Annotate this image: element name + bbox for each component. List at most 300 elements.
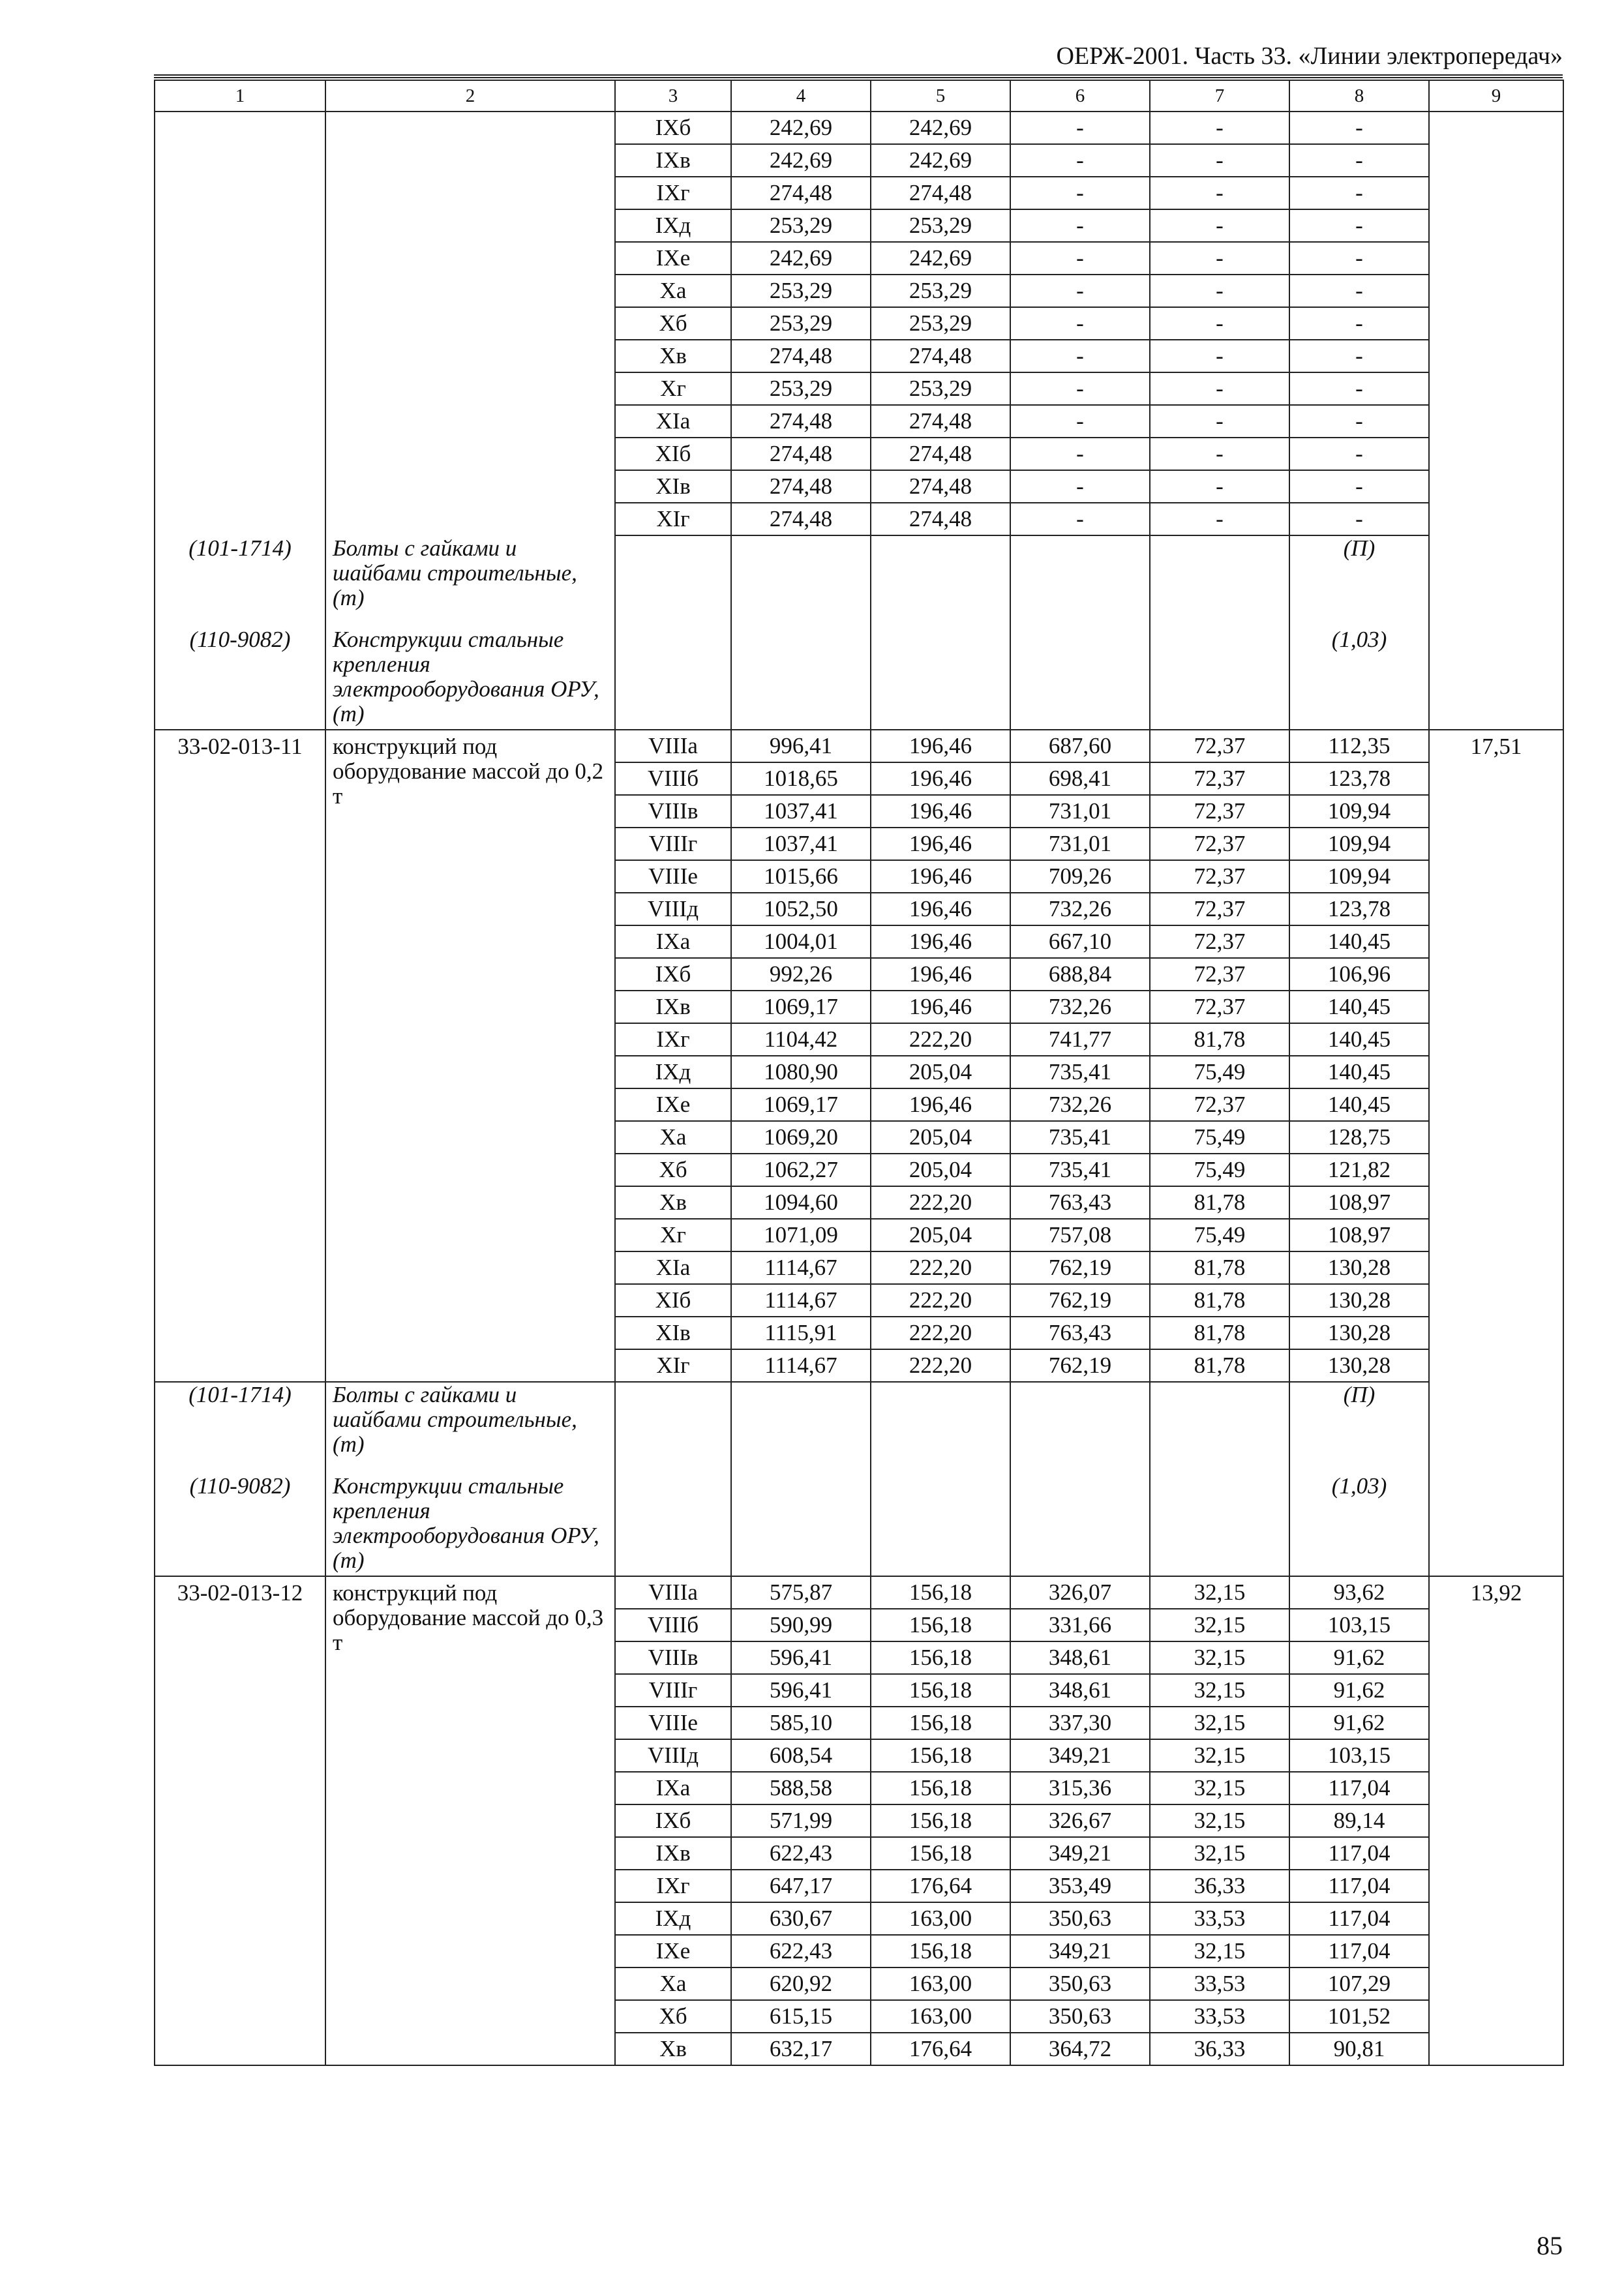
value-cell: - (1010, 405, 1150, 438)
value-cell: - (1150, 242, 1289, 275)
value-cell: 123,78 (1289, 762, 1429, 795)
value-cell: 32,15 (1150, 1641, 1289, 1674)
value-cell: 140,45 (1289, 1023, 1429, 1056)
row-index-cell: VIIIг (615, 1674, 731, 1707)
row-index-cell: Xв (615, 340, 731, 372)
material-code: (110-9082) (189, 627, 291, 652)
value-cell: 156,18 (871, 1576, 1010, 1609)
material-value: (П) (1343, 535, 1376, 561)
row-index-cell: VIIIд (615, 893, 731, 925)
value-cell: - (1150, 209, 1289, 242)
value-cell: 176,64 (871, 1870, 1010, 1902)
value-cell: 156,18 (871, 1609, 1010, 1641)
row-index-cell: IXе (615, 242, 731, 275)
row-index-cell: IXе (615, 1088, 731, 1121)
value-cell: 140,45 (1289, 1088, 1429, 1121)
value-cell: 274,48 (731, 438, 871, 470)
col9-cell (1429, 112, 1563, 730)
material-item (162, 1383, 318, 1474)
value-cell: 33,53 (1150, 1967, 1289, 2000)
material-name: Конструкции стальные крепления электрооборудования ОРУ, (т) (333, 627, 599, 726)
value-cell: 709,26 (1010, 860, 1150, 893)
column-number: 4 (731, 80, 871, 112)
value-cell: 735,41 (1010, 1121, 1150, 1154)
row-index-cell: VIIIб (615, 762, 731, 795)
value-cell: 274,48 (731, 503, 871, 535)
value-cell: 1015,66 (731, 860, 871, 893)
row-index-cell: IXг (615, 177, 731, 209)
col9-cell: 13,92 (1429, 1576, 1563, 2065)
value-cell: - (1150, 470, 1289, 503)
row-index-cell: Xа (615, 1967, 731, 2000)
material-name: Конструкции стальные крепления электрооборудования ОРУ, (т) (333, 1473, 599, 1573)
material-value-cell (1289, 1382, 1429, 1576)
value-cell: 140,45 (1289, 991, 1429, 1023)
value-cell: 222,20 (871, 1349, 1010, 1382)
value-cell: 32,15 (1150, 1837, 1289, 1870)
value-cell: 108,97 (1289, 1186, 1429, 1219)
value-cell: 196,46 (871, 893, 1010, 925)
material-value-cell (1289, 535, 1429, 730)
value-cell: 731,01 (1010, 795, 1150, 828)
row-index-cell: Xв (615, 2033, 731, 2065)
row-index-cell: VIIIа (615, 1576, 731, 1609)
row-index-cell: IXе (615, 1935, 731, 1967)
material-item (333, 1474, 608, 1576)
row-index-cell: IXв (615, 1837, 731, 1870)
value-cell: 647,17 (731, 1870, 871, 1902)
column-number-row (155, 80, 1563, 112)
material-value: (1,03) (1331, 1473, 1387, 1499)
value-cell: 108,97 (1289, 1219, 1429, 1251)
value-cell: 117,04 (1289, 1772, 1429, 1804)
row-index-cell: VIIIб (615, 1609, 731, 1641)
material-item (1297, 536, 1422, 627)
value-cell: 1114,67 (731, 1284, 871, 1317)
value-cell: 72,37 (1150, 991, 1289, 1023)
value-cell: 75,49 (1150, 1056, 1289, 1088)
col9-cell: 17,51 (1429, 730, 1563, 1576)
value-cell: 106,96 (1289, 958, 1429, 991)
value-cell: 763,43 (1010, 1317, 1150, 1349)
value-cell: 732,26 (1010, 1088, 1150, 1121)
empty-cell (1010, 1382, 1150, 1576)
value-cell: 615,15 (731, 2000, 871, 2033)
value-cell: 33,53 (1150, 2000, 1289, 2033)
row-index-cell: IXв (615, 144, 731, 177)
value-cell: 731,01 (1010, 828, 1150, 860)
value-cell: - (1289, 307, 1429, 340)
row-index-cell: IXг (615, 1870, 731, 1902)
value-cell: 196,46 (871, 762, 1010, 795)
value-cell: 140,45 (1289, 1056, 1429, 1088)
value-cell: 156,18 (871, 1641, 1010, 1674)
value-cell: 242,69 (731, 144, 871, 177)
value-cell: 1071,09 (731, 1219, 871, 1251)
value-cell: - (1289, 340, 1429, 372)
value-cell: 741,77 (1010, 1023, 1150, 1056)
value-cell: 331,66 (1010, 1609, 1150, 1641)
value-cell: 103,15 (1289, 1739, 1429, 1772)
value-cell: 75,49 (1150, 1154, 1289, 1186)
material-item (162, 536, 318, 627)
empty-cell (871, 535, 1010, 730)
value-cell: 72,37 (1150, 925, 1289, 958)
material-item (1297, 627, 1422, 729)
row-index-cell: VIIIв (615, 795, 731, 828)
row-index-cell: XIб (615, 1284, 731, 1317)
value-cell: 205,04 (871, 1056, 1010, 1088)
row-index-cell: IXб (615, 112, 731, 144)
value-cell: - (1289, 372, 1429, 405)
value-cell: 242,69 (731, 242, 871, 275)
value-cell: 242,69 (871, 242, 1010, 275)
value-cell: 732,26 (1010, 991, 1150, 1023)
code-cell (155, 112, 325, 730)
value-cell: 75,49 (1150, 1121, 1289, 1154)
value-cell: - (1150, 275, 1289, 307)
value-cell: 140,45 (1289, 925, 1429, 958)
row-index-cell: Xа (615, 1121, 731, 1154)
value-cell: 274,48 (871, 405, 1010, 438)
value-cell: - (1289, 438, 1429, 470)
value-cell: - (1010, 438, 1150, 470)
row-index-cell: Xг (615, 1219, 731, 1251)
value-cell: 575,87 (731, 1576, 871, 1609)
column-number: 9 (1429, 80, 1563, 112)
value-cell: 32,15 (1150, 1772, 1289, 1804)
value-cell: - (1289, 209, 1429, 242)
value-cell: 590,99 (731, 1609, 871, 1641)
empty-cell (1150, 1382, 1289, 1576)
value-cell: 571,99 (731, 1804, 871, 1837)
value-cell: 163,00 (871, 2000, 1010, 2033)
value-cell: 130,28 (1289, 1251, 1429, 1284)
value-cell: 1052,50 (731, 893, 871, 925)
value-cell: 196,46 (871, 925, 1010, 958)
value-cell: 1037,41 (731, 828, 871, 860)
row-index-cell: IXг (615, 1023, 731, 1056)
rate-code-cell: 33-02-013-11 (155, 730, 325, 1382)
column-number: 6 (1010, 80, 1150, 112)
value-cell: - (1010, 307, 1150, 340)
value-cell: 242,69 (871, 144, 1010, 177)
value-cell: 109,94 (1289, 828, 1429, 860)
material-name: Болты с гайками и шайбами строительные, (т) (333, 535, 577, 610)
row-index-cell: IXд (615, 1056, 731, 1088)
value-cell: 196,46 (871, 828, 1010, 860)
column-number: 2 (325, 80, 615, 112)
value-cell: 622,43 (731, 1837, 871, 1870)
value-cell: 156,18 (871, 1935, 1010, 1967)
value-cell: 364,72 (1010, 2033, 1150, 2065)
value-cell: - (1289, 177, 1429, 209)
value-cell: 688,84 (1010, 958, 1150, 991)
value-cell: 274,48 (871, 470, 1010, 503)
value-cell: 274,48 (731, 405, 871, 438)
value-cell: 72,37 (1150, 1088, 1289, 1121)
value-cell: 1115,91 (731, 1317, 871, 1349)
material-list (333, 1383, 608, 1576)
value-cell: 72,37 (1150, 795, 1289, 828)
empty-cell (1150, 535, 1289, 730)
value-cell: 667,10 (1010, 925, 1150, 958)
material-item (162, 627, 318, 729)
value-cell: 121,82 (1289, 1154, 1429, 1186)
value-cell: 762,19 (1010, 1349, 1150, 1382)
value-cell: 32,15 (1150, 1739, 1289, 1772)
value-cell: 1080,90 (731, 1056, 871, 1088)
empty-cell (871, 1382, 1010, 1576)
value-cell: 1037,41 (731, 795, 871, 828)
value-cell: 109,94 (1289, 860, 1429, 893)
column-number: 5 (871, 80, 1010, 112)
value-cell: 130,28 (1289, 1317, 1429, 1349)
value-cell: 128,75 (1289, 1121, 1429, 1154)
value-cell: 117,04 (1289, 1870, 1429, 1902)
value-cell: - (1010, 470, 1150, 503)
value-cell: 101,52 (1289, 2000, 1429, 2033)
value-cell: - (1289, 144, 1429, 177)
row-index-cell: Xв (615, 1186, 731, 1219)
row-index-cell: Xг (615, 372, 731, 405)
value-cell: 349,21 (1010, 1935, 1150, 1967)
value-cell: - (1010, 275, 1150, 307)
value-cell: 130,28 (1289, 1284, 1429, 1317)
value-cell: 109,94 (1289, 795, 1429, 828)
value-cell: 596,41 (731, 1641, 871, 1674)
row-index-cell: VIIIе (615, 860, 731, 893)
value-cell: 253,29 (871, 307, 1010, 340)
value-cell: 274,48 (731, 340, 871, 372)
value-cell: 350,63 (1010, 2000, 1150, 2033)
value-cell: - (1289, 470, 1429, 503)
value-cell: 757,08 (1010, 1219, 1150, 1251)
row-index-cell: XIв (615, 1317, 731, 1349)
value-cell: 32,15 (1150, 1935, 1289, 1967)
row-index-cell: IXв (615, 991, 731, 1023)
row-index-cell: Xб (615, 2000, 731, 2033)
value-cell: 93,62 (1289, 1576, 1429, 1609)
value-cell: 992,26 (731, 958, 871, 991)
value-cell: 762,19 (1010, 1284, 1150, 1317)
table-row (155, 112, 1563, 144)
value-cell: 588,58 (731, 1772, 871, 1804)
row-index-cell: Xб (615, 1154, 731, 1186)
value-cell: 620,92 (731, 1967, 871, 2000)
value-cell: 117,04 (1289, 1837, 1429, 1870)
value-cell: 348,61 (1010, 1641, 1150, 1674)
value-cell: 253,29 (731, 275, 871, 307)
value-cell: 112,35 (1289, 730, 1429, 762)
empty-cell (615, 1382, 731, 1576)
value-cell: 1094,60 (731, 1186, 871, 1219)
value-cell: 596,41 (731, 1674, 871, 1707)
value-cell: 123,78 (1289, 893, 1429, 925)
value-cell: 1004,01 (731, 925, 871, 958)
row-index-cell: IXб (615, 1804, 731, 1837)
value-cell: - (1150, 112, 1289, 144)
value-cell: 1018,65 (731, 762, 871, 795)
value-cell: 222,20 (871, 1186, 1010, 1219)
row-index-cell: VIIIе (615, 1707, 731, 1739)
value-cell: 156,18 (871, 1739, 1010, 1772)
value-cell: 996,41 (731, 730, 871, 762)
material-item (333, 627, 608, 729)
material-code: (101-1714) (188, 535, 292, 561)
value-cell: 103,15 (1289, 1609, 1429, 1641)
value-cell: 1114,67 (731, 1349, 871, 1382)
value-cell: 196,46 (871, 958, 1010, 991)
material-list (1297, 1383, 1422, 1576)
value-cell: 156,18 (871, 1837, 1010, 1870)
value-cell: 81,78 (1150, 1251, 1289, 1284)
value-cell: 81,78 (1150, 1023, 1289, 1056)
row-index-cell: IXб (615, 958, 731, 991)
value-cell: 622,43 (731, 1935, 871, 1967)
value-cell: 253,29 (731, 209, 871, 242)
value-cell: 326,07 (1010, 1576, 1150, 1609)
value-cell: 735,41 (1010, 1056, 1150, 1088)
value-cell: 81,78 (1150, 1284, 1289, 1317)
value-cell: 72,37 (1150, 860, 1289, 893)
empty-cell (1010, 535, 1150, 730)
value-cell: 156,18 (871, 1707, 1010, 1739)
value-cell: 632,17 (731, 2033, 871, 2065)
row-index-cell: XIг (615, 1349, 731, 1382)
value-cell: 274,48 (871, 177, 1010, 209)
row-index-cell: IXд (615, 1902, 731, 1935)
value-cell: 1069,17 (731, 991, 871, 1023)
row-index-cell: XIа (615, 1251, 731, 1284)
row-index-cell: IXд (615, 209, 731, 242)
page-header-title: ОЕРЖ-2001. Часть 33. «Линии электропередач» (1056, 42, 1563, 70)
value-cell: 242,69 (871, 112, 1010, 144)
value-cell: 222,20 (871, 1023, 1010, 1056)
value-cell: 89,14 (1289, 1804, 1429, 1837)
value-cell: 91,62 (1289, 1641, 1429, 1674)
row-index-cell: IXа (615, 925, 731, 958)
value-cell: - (1289, 275, 1429, 307)
value-cell: 163,00 (871, 1967, 1010, 2000)
table-row (155, 1576, 1563, 1609)
empty-cell (731, 1382, 871, 1576)
value-cell: 253,29 (871, 275, 1010, 307)
value-cell: 32,15 (1150, 1707, 1289, 1739)
value-cell: 326,67 (1010, 1804, 1150, 1837)
value-cell: 91,62 (1289, 1707, 1429, 1739)
row-index-cell: Xб (615, 307, 731, 340)
material-list (333, 536, 608, 729)
value-cell: 156,18 (871, 1772, 1010, 1804)
value-cell: 337,30 (1010, 1707, 1150, 1739)
value-cell: 163,00 (871, 1902, 1010, 1935)
value-cell: 253,29 (871, 209, 1010, 242)
value-cell: 130,28 (1289, 1349, 1429, 1382)
value-cell: 72,37 (1150, 762, 1289, 795)
value-cell: 242,69 (731, 112, 871, 144)
material-name-cell (325, 1382, 615, 1576)
value-cell: 196,46 (871, 860, 1010, 893)
material-name: Болты с гайками и шайбами строительные, (т) (333, 1382, 577, 1457)
value-cell: 608,54 (731, 1739, 871, 1772)
material-item (333, 1383, 608, 1474)
value-cell: 176,64 (871, 2033, 1010, 2065)
material-code-cell (155, 1382, 325, 1576)
material-list (1297, 536, 1422, 729)
value-cell: 274,48 (871, 438, 1010, 470)
value-cell: 349,21 (1010, 1739, 1150, 1772)
empty-cell (731, 535, 871, 730)
value-cell: 107,29 (1289, 1967, 1429, 2000)
material-item (162, 1474, 318, 1576)
value-cell: 222,20 (871, 1284, 1010, 1317)
row-index-cell: VIIIа (615, 730, 731, 762)
value-cell: - (1150, 438, 1289, 470)
value-cell: 196,46 (871, 795, 1010, 828)
value-cell: 36,33 (1150, 1870, 1289, 1902)
value-cell: 72,37 (1150, 730, 1289, 762)
value-cell: 156,18 (871, 1804, 1010, 1837)
row-index-cell: XIб (615, 438, 731, 470)
value-cell: 253,29 (731, 307, 871, 340)
value-cell: 90,81 (1289, 2033, 1429, 2065)
material-list (162, 536, 318, 729)
value-cell: 1104,42 (731, 1023, 871, 1056)
value-cell: - (1010, 177, 1150, 209)
name-cell (325, 112, 615, 730)
material-value: (П) (1343, 1382, 1376, 1407)
value-cell: 274,48 (731, 470, 871, 503)
value-cell: - (1289, 405, 1429, 438)
row-index-cell: XIв (615, 470, 731, 503)
value-cell: 350,63 (1010, 1967, 1150, 2000)
value-cell: 762,19 (1010, 1251, 1150, 1284)
value-cell: - (1150, 503, 1289, 535)
value-cell: - (1010, 112, 1150, 144)
value-cell: 81,78 (1150, 1186, 1289, 1219)
value-cell: 196,46 (871, 991, 1010, 1023)
value-cell: 1069,20 (731, 1121, 871, 1154)
value-cell: 196,46 (871, 730, 1010, 762)
value-cell: 349,21 (1010, 1837, 1150, 1870)
value-cell: 735,41 (1010, 1154, 1150, 1186)
value-cell: 72,37 (1150, 893, 1289, 925)
column-number: 3 (615, 80, 731, 112)
value-cell: 585,10 (731, 1707, 871, 1739)
table-row (155, 730, 1563, 762)
value-cell: 117,04 (1289, 1935, 1429, 1967)
material-item (1297, 1383, 1422, 1474)
value-cell: 315,36 (1010, 1772, 1150, 1804)
page-number: 85 (1537, 2231, 1563, 2260)
value-cell: 32,15 (1150, 1674, 1289, 1707)
material-row (155, 1382, 1563, 1576)
column-number: 7 (1150, 80, 1289, 112)
value-cell: 630,67 (731, 1902, 871, 1935)
value-cell: 1114,67 (731, 1251, 871, 1284)
value-cell: - (1010, 242, 1150, 275)
row-index-cell: VIIIд (615, 1739, 731, 1772)
rate-name-cell: конструкций под оборудование массой до 0,2 т (325, 730, 615, 1382)
value-cell: 81,78 (1150, 1317, 1289, 1349)
value-cell: 72,37 (1150, 828, 1289, 860)
value-cell: 117,04 (1289, 1902, 1429, 1935)
value-cell: 274,48 (731, 177, 871, 209)
value-cell: 196,46 (871, 1088, 1010, 1121)
value-cell: - (1150, 340, 1289, 372)
material-list (162, 1383, 318, 1576)
